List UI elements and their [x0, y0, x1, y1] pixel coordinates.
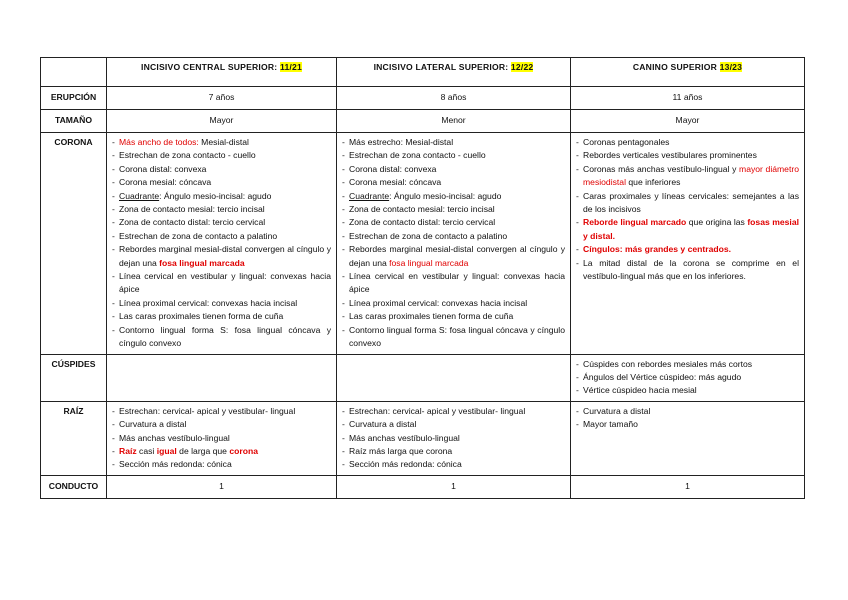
corona-central-list	[112, 136, 331, 351]
cell-value: Menor	[337, 110, 571, 133]
raiz-lateral-cell	[337, 401, 571, 475]
item-text: que origina las	[686, 217, 748, 228]
list-item	[342, 190, 565, 203]
list-item: - Zona de contacto distal: tercio cervical	[342, 216, 565, 229]
header-incisivo-lateral	[337, 58, 571, 87]
header-incisivo-central	[107, 58, 337, 87]
list-item: - Caras proximales y líneas cervicales: semejantes a las de los incisivos	[576, 190, 799, 217]
list-item: - Estrechan de zona de contacto a palatino	[112, 230, 331, 243]
cuspides-lateral-cell	[337, 354, 571, 401]
list-item: - Estrechan de zona contacto - cuello	[342, 149, 565, 162]
list-item: - Curvatura a distal	[112, 418, 331, 431]
list-item	[112, 190, 331, 203]
cell-value: Mayor	[571, 110, 805, 133]
header-title: INCISIVO LATERAL SUPERIOR:	[373, 62, 511, 72]
list-item: - Curvatura a distal	[576, 405, 799, 418]
list-item: - Estrechan de zona contacto - cuello	[112, 149, 331, 162]
highlight-text: fosa lingual marcada	[159, 257, 245, 268]
item-text: : Ángulo mesio-incisal: agudo	[389, 190, 502, 201]
row-conducto	[41, 475, 805, 498]
item-text: Rebordes marginal mesial-distal convergen al cíngulo y dejan una	[349, 244, 565, 268]
cell-value: 11 años	[571, 87, 805, 110]
list-item: - Zona de contacto mesial: tercio incisal	[112, 203, 331, 216]
corona-lateral-list	[342, 136, 565, 351]
corona-canino-cell	[571, 133, 805, 355]
list-item	[576, 216, 799, 243]
list-item	[576, 243, 799, 256]
list-item: - Las caras proximales tienen forma de cuña	[112, 310, 331, 323]
list-item: - Curvatura a distal	[342, 418, 565, 431]
highlight-text: Reborde lingual marcado	[583, 217, 687, 228]
row-corona	[41, 133, 805, 355]
row-cuspides	[41, 354, 805, 401]
list-item: - Vértice cúspideo hacia mesial	[576, 384, 799, 397]
row-label: CORONA	[41, 133, 107, 355]
list-item: - Contorno lingual forma S: fosa lingual cóncava y cíngulo convexo	[112, 324, 331, 351]
highlight-text: Raíz	[119, 445, 137, 456]
list-item	[112, 445, 331, 458]
corona-canino-list	[576, 136, 799, 283]
cuspides-canino-cell	[571, 354, 805, 401]
corona-lateral-cell	[337, 133, 571, 355]
cell-value: 1	[571, 475, 805, 498]
row-label: CÚSPIDES	[41, 354, 107, 401]
tooth-comparison-table	[40, 57, 805, 499]
list-item	[342, 243, 565, 270]
corona-central-cell	[107, 133, 337, 355]
list-item	[576, 163, 799, 190]
item-text: : Ángulo mesio-incisal: agudo	[159, 190, 272, 201]
list-item	[112, 243, 331, 270]
row-label: ERUPCIÓN	[41, 87, 107, 110]
highlight-text: corona	[229, 445, 259, 456]
header-title: CANINO SUPERIOR	[632, 62, 720, 72]
header-canino	[571, 58, 805, 87]
list-item: - Estrechan: cervical- apical y vestibular- lingual	[112, 405, 331, 418]
raiz-lateral-list	[342, 405, 565, 472]
list-item: - Zona de contacto mesial: tercio incisal	[342, 203, 565, 216]
header-empty-cell	[41, 58, 107, 87]
list-item: - Cúspides con rebordes mesiales más cortos	[576, 358, 799, 371]
list-item: - Más estrecho: Mesial-distal	[342, 136, 565, 149]
list-item: - Estrechan: cervical- apical y vestibular- lingual	[342, 405, 565, 418]
item-text: Mesial-distal	[198, 137, 249, 147]
list-item: - Corona distal: convexa	[342, 163, 565, 176]
list-item: - Línea proximal cervical: convexas hacia incisal	[342, 297, 565, 310]
list-item: - Ángulos del Vértice cúspideo: más agudo	[576, 371, 799, 384]
item-text: Coronas más anchas vestíbulo-lingual y	[583, 163, 740, 174]
list-item: - Mayor tamaño	[576, 418, 799, 431]
header-code-highlight: 13/23	[719, 62, 743, 72]
list-item: - Más anchas vestíbulo-lingual	[342, 432, 565, 445]
row-label: CONDUCTO	[41, 475, 107, 498]
row-erupcion	[41, 87, 805, 110]
highlight-text: fosa lingual marcada	[389, 257, 469, 268]
row-raiz	[41, 401, 805, 475]
list-item: - Coronas pentagonales	[576, 136, 799, 149]
raiz-central-cell	[107, 401, 337, 475]
list-item: - Zona de contacto distal: tercio cervical	[112, 216, 331, 229]
raiz-canino-cell	[571, 401, 805, 475]
cell-value: 1	[337, 475, 571, 498]
list-item: - Línea cervical en vestibular y lingual: convexas hacia ápice	[342, 270, 565, 297]
list-item: - Corona distal: convexa	[112, 163, 331, 176]
highlight-text: igual	[156, 445, 177, 456]
item-text: de larga que	[176, 445, 230, 456]
cell-value: 8 años	[337, 87, 571, 110]
header-code-highlight: 11/21	[279, 62, 302, 72]
list-item: - Estrechan de zona de contacto a palatino	[342, 230, 565, 243]
item-text: Rebordes marginal mesial-distal convergen al cíngulo y dejan una	[119, 244, 331, 268]
raiz-canino-list	[576, 405, 799, 432]
list-item: - Sección más redonda: cónica	[342, 458, 565, 471]
highlight-text: Cíngulos: más grandes y centrados.	[583, 244, 732, 255]
list-item: - Raíz más larga que corona	[342, 445, 565, 458]
list-item: - Las caras proximales tienen forma de cuña	[342, 310, 565, 323]
highlight-text: fosas mesial y distal.	[583, 217, 799, 241]
row-label: TAMAÑO	[41, 110, 107, 133]
list-item: - Sección más redonda: cónica	[112, 458, 331, 471]
row-label: RAÍZ	[41, 401, 107, 475]
list-item: - Corona mesial: cóncava	[112, 176, 331, 189]
cuspides-central-cell	[107, 354, 337, 401]
header-row	[41, 58, 805, 87]
list-item: - Rebordes verticales vestibulares prominentes	[576, 149, 799, 162]
list-item: - Línea proximal cervical: convexas hacia incisal	[112, 297, 331, 310]
item-text: que inferiores	[626, 177, 681, 188]
cell-value: 7 años	[107, 87, 337, 110]
header-title: INCISIVO CENTRAL SUPERIOR:	[141, 62, 280, 72]
highlight-text: Más ancho de todos:	[119, 137, 199, 147]
row-tamano	[41, 110, 805, 133]
list-item: - La mitad distal de la corona se comprime en el vestíbulo-lingual más que en los inferiores.	[576, 257, 799, 284]
cell-value: 1	[107, 475, 337, 498]
raiz-central-list	[112, 405, 331, 472]
list-item: - Línea cervical en vestibular y lingual: convexas hacia ápice	[112, 270, 331, 297]
item-text: casi	[136, 445, 157, 456]
list-item: - Corona mesial: cóncava	[342, 176, 565, 189]
cuspides-canino-list	[576, 358, 799, 398]
highlight-text: mayor diámetro mesiodistal	[583, 163, 799, 188]
underlined-text: Cuadrante	[119, 190, 160, 201]
list-item	[112, 136, 331, 149]
header-code-highlight: 12/22	[510, 62, 534, 72]
list-item: - Más anchas vestíbulo-lingual	[112, 432, 331, 445]
underlined-text: Cuadrante	[349, 190, 390, 201]
cell-value: Mayor	[107, 110, 337, 133]
list-item: - Contorno lingual forma S: fosa lingual cóncava y cíngulo convexo	[342, 324, 565, 351]
